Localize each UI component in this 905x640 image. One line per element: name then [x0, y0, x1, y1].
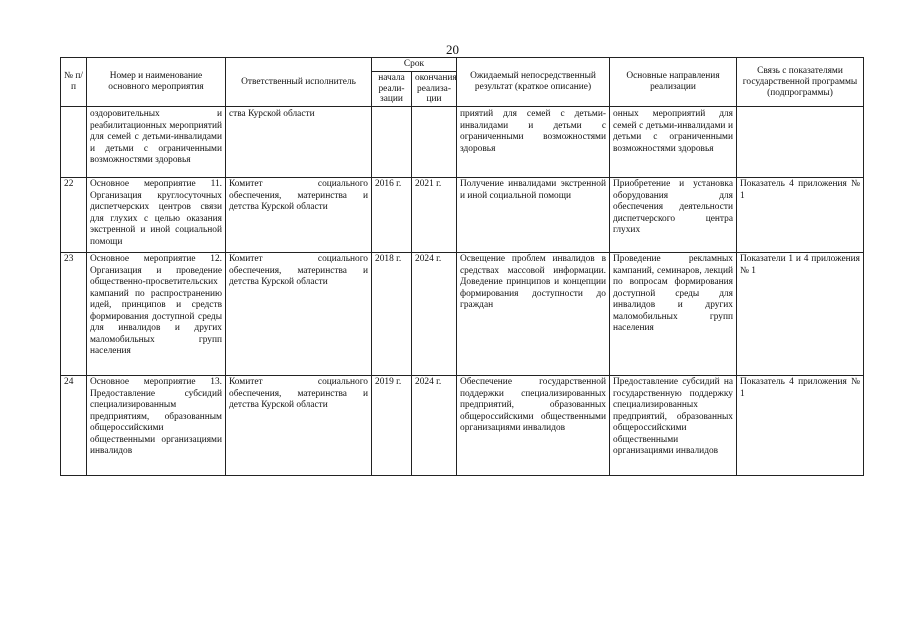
table-row	[61, 107, 864, 178]
row-end: 2021 г.	[412, 178, 457, 253]
row-result: приятий для семей с детьми-инвалидами и детьми с ограниченными возможностями здоровья	[457, 107, 610, 178]
table-row	[61, 253, 864, 376]
row-directions: Предоставление субсидий на государственную поддержку специализированных предприятий, образованных общероссийскими общественными организациями инвалидов	[610, 376, 737, 476]
page-number: 20	[446, 42, 459, 57]
header-executor: Ответственный исполнитель	[226, 58, 372, 107]
row-link: Показатель 4 приложения № 1	[737, 178, 864, 253]
row-num: 22	[61, 178, 87, 253]
row-link	[737, 107, 864, 178]
row-directions: онных мероприятий для семей с детьми-инвалидами и детьми с ограниченными возможностями здоровья	[610, 107, 737, 178]
row-end	[412, 107, 457, 178]
row-name: Основное мероприятие 11. Организация круглосуточных диспетчерских центров связи для глухих с целью оказания экстренной и иной социальной помощи	[87, 178, 226, 253]
header-name: Номер и наименование основного мероприятия	[87, 58, 226, 107]
row-end: 2024 г.	[412, 376, 457, 476]
header-directions: Основные направления реализации	[610, 58, 737, 107]
row-executor: Комитет социального обеспечения, материнства и детства Курской области	[226, 253, 372, 376]
row-name: оздоровительных и реабилитационных мероприятий для семей с детьми-инвалидами и детьми с ограниченными возможностями здоровья	[87, 107, 226, 178]
row-start: 2019 г.	[372, 376, 412, 476]
row-start: 2018 г.	[372, 253, 412, 376]
row-start	[372, 107, 412, 178]
header-term-start: начала реали-зации	[372, 71, 412, 106]
table-row	[61, 178, 864, 253]
row-link: Показатели 1 и 4 приложения № 1	[737, 253, 864, 376]
row-result: Обеспечение государственной поддержки специализированных предприятий, образованных общероссийскими общественными организациями инвалидов	[457, 376, 610, 476]
row-name: Основное мероприятие 13. Предоставление субсидий специализированным предприятиям, образованным общероссийскими общественными организациями инвалидов	[87, 376, 226, 476]
row-start: 2016 г.	[372, 178, 412, 253]
row-num	[61, 107, 87, 178]
row-num: 24	[61, 376, 87, 476]
row-directions: Приобретение и установка оборудования для обеспечения деятельности диспетчерского центра глухих	[610, 178, 737, 253]
table-row	[61, 376, 864, 476]
row-result: Освещение проблем инвалидов в средствах массовой информации. Доведение принципов и концепции формирования доступности до граждан	[457, 253, 610, 376]
header-term: Срок	[372, 58, 457, 72]
row-end: 2024 г.	[412, 253, 457, 376]
header-link: Связь с показателями государственной программы (подпрограммы)	[737, 58, 864, 107]
header-result: Ожидаемый непосредственный результат (краткое описание)	[457, 58, 610, 107]
activities-table	[60, 57, 864, 476]
header-num: № п/п	[61, 58, 87, 107]
header-term-end: окончания реализа-ции	[412, 71, 457, 106]
row-executor: Комитет социального обеспечения, материнства и детства Курской области	[226, 376, 372, 476]
row-result: Получение инвалидами экстренной и иной социальной помощи	[457, 178, 610, 253]
row-name: Основное мероприятие 12. Организация и проведение общественно-просветительских кампаний по распространению идей, принципов и средств формирования доступной среды для инвалидов и других маломобильных групп населения	[87, 253, 226, 376]
row-num: 23	[61, 253, 87, 376]
row-directions: Проведение рекламных кампаний, семинаров, лекций по вопросам формирования доступной среды для инвалидов и других маломобильных групп населения	[610, 253, 737, 376]
row-executor: Комитет социального обеспечения, материнства и детства Курской области	[226, 178, 372, 253]
row-executor: ства Курской области	[226, 107, 372, 178]
row-link: Показатель 4 приложения № 1	[737, 376, 864, 476]
